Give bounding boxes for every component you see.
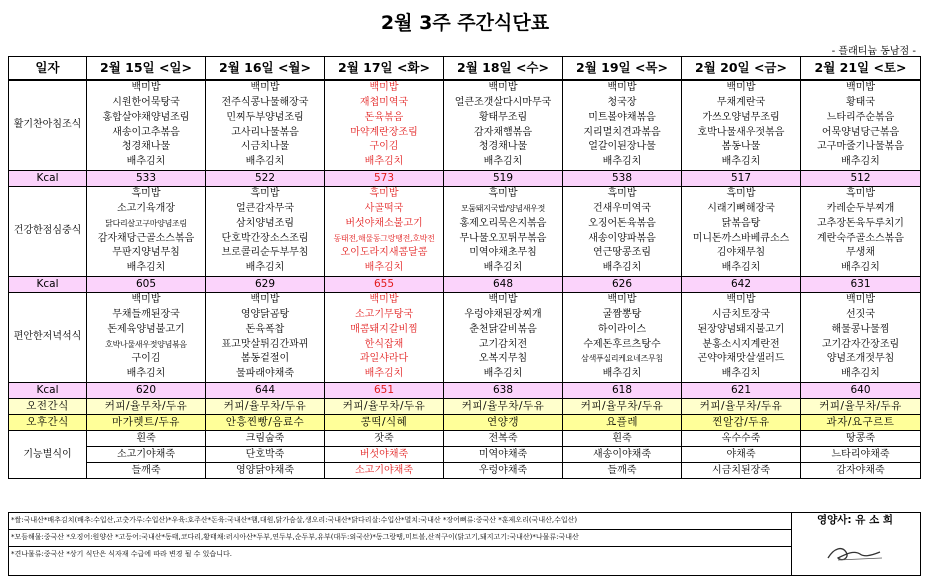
day-menu-cell	[325, 187, 444, 277]
menu-item: 삼치양념조림	[236, 217, 294, 229]
menu-item: 구이김	[369, 141, 399, 153]
menu-item: 흑미밥	[369, 188, 399, 200]
functional-diet-item: 들깨죽	[563, 463, 682, 479]
kcal-value: 648	[444, 277, 563, 293]
menu-item: 배추김치	[364, 262, 404, 274]
menu-item: 양념조개젓무침	[826, 353, 895, 365]
menu-item: 모둠돼지국밥/양념새우젓	[460, 203, 546, 213]
menu-item: 백미밥	[488, 82, 518, 94]
meal-label: 활기찬아침조식	[9, 80, 87, 171]
menu-item: 배추김치	[483, 368, 523, 380]
day-header: 2월 19일 <목>	[563, 57, 682, 81]
kcal-row	[9, 383, 921, 399]
day-menu-cell	[87, 293, 206, 383]
branch-name: - 플래티늄 동남점 -	[831, 46, 916, 57]
day-menu-cell	[444, 80, 563, 171]
kcal-value: 573	[325, 171, 444, 187]
day-menu-cell	[682, 293, 801, 383]
functional-diet-item: 옥수수죽	[682, 431, 801, 447]
menu-item: 고사리나물볶음	[231, 126, 299, 138]
snack-am-row	[9, 399, 921, 415]
menu-item: 시금치토장국	[712, 308, 770, 320]
menu-item: 배추김치	[364, 156, 404, 168]
kcal-value: 522	[206, 171, 325, 187]
menu-item: 배추김치	[602, 262, 642, 274]
menu-item: 백미밥	[607, 82, 637, 94]
snack-item: 커피/율무차/두유	[682, 399, 801, 415]
day-header: 2월 20일 <금>	[682, 57, 801, 81]
menu-item: 황태무조림	[478, 111, 528, 123]
menu-item: 새송이고추볶음	[112, 126, 180, 138]
day-menu-cell	[325, 80, 444, 171]
menu-item: 건새우미역국	[593, 202, 651, 214]
menu-item: 흑미밥	[846, 188, 875, 200]
menu-item: 해물콩나물찜	[831, 323, 890, 335]
kcal-value: 640	[801, 383, 921, 399]
meal-row	[9, 80, 921, 171]
menu-item: 배추김치	[721, 156, 761, 168]
functional-diet-item: 잣죽	[325, 431, 444, 447]
menu-item: 새송이양파볶음	[588, 232, 656, 244]
functional-diet-item: 느타리야채죽	[801, 447, 921, 463]
functional-diet-item: 야채죽	[682, 447, 801, 463]
menu-item: 배추김치	[721, 262, 761, 274]
snack-item: 요플레	[563, 415, 682, 431]
menu-item: 배추김치	[245, 156, 285, 168]
menu-item: 배추김치	[126, 262, 166, 274]
menu-item: 분홍소시지계란전	[702, 338, 780, 350]
menu-item: 얼큰조갯살다시마무국	[454, 96, 552, 108]
menu-item: 계란숙주골소스볶음	[817, 232, 904, 244]
kcal-value: 618	[563, 383, 682, 399]
menu-item: 백미밥	[488, 294, 518, 306]
menu-item: 무판지양념무침	[112, 247, 180, 259]
snack-item: 과자/요구르트	[801, 415, 921, 431]
menu-item: 백미밥	[369, 82, 399, 94]
functional-diet-item: 흰죽	[563, 431, 682, 447]
menu-item: 호박나물새우젓볶음	[697, 126, 785, 138]
day-header: 2월 17일 <화>	[325, 57, 444, 81]
menu-item: 단호박간장소스조림	[221, 232, 309, 244]
snack-item: 찐알감/두유	[682, 415, 801, 431]
nutritionist-name: 영양사: 유 소 희	[790, 512, 920, 528]
menu-item: 청경채나물	[478, 141, 528, 153]
menu-item: 배추김치	[483, 156, 523, 168]
functional-diet-item: 소고기야채죽	[325, 463, 444, 479]
kcal-label: Kcal	[9, 383, 87, 399]
day-header: 2월 16일 <월>	[206, 57, 325, 81]
menu-item: 고기감자간장조림	[821, 338, 900, 350]
menu-item: 닭볶음탕	[721, 217, 761, 229]
menu-item: 배추김치	[364, 368, 404, 380]
menu-item: 미트볼야채볶음	[588, 111, 656, 123]
day-menu-cell	[801, 187, 921, 277]
snack-pm-row	[9, 415, 921, 431]
date-header-row	[9, 57, 921, 81]
menu-item: 동태전,해물동그랑땡전,호박전	[333, 233, 435, 243]
snack-item: 안흥찐빵/음료수	[206, 415, 325, 431]
menu-item: 한식잡채	[364, 338, 404, 350]
menu-item: 미역야채초무침	[469, 247, 537, 259]
functional-diet-item: 버섯야채죽	[325, 447, 444, 463]
menu-item: 소고기육개장	[117, 202, 175, 214]
menu-item: 얼갈이된장나물	[588, 141, 656, 153]
menu-item: 느타리주순볶음	[826, 111, 895, 123]
menu-item: 흑미밥	[607, 188, 637, 200]
menu-item: 백미밥	[726, 294, 756, 306]
kcal-value: 517	[682, 171, 801, 187]
menu-item: 백미밥	[846, 294, 875, 306]
functional-diet-row	[9, 431, 921, 447]
menu-item: 고추장돈육두루치기	[817, 217, 904, 229]
kcal-value: 519	[444, 171, 563, 187]
day-menu-cell	[87, 187, 206, 277]
snack-label: 오전간식	[9, 399, 87, 415]
menu-item: 봄동나물	[721, 141, 761, 153]
functional-diet-item: 미역야채죽	[444, 447, 563, 463]
menu-item: 지리멸치견과볶음	[583, 126, 661, 138]
day-menu-cell	[682, 187, 801, 277]
menu-item: 전주식콩나물해장국	[221, 96, 309, 108]
snack-item: 커피/율무차/두유	[563, 399, 682, 415]
day-menu-cell	[206, 293, 325, 383]
functional-diet-item: 감자야채죽	[801, 463, 921, 479]
menu-item: 사골떡국	[364, 202, 404, 214]
menu-item: 백미밥	[846, 82, 875, 94]
kcal-value: 644	[206, 383, 325, 399]
menu-item: 백미밥	[250, 294, 280, 306]
menu-item: 청국장	[607, 96, 637, 108]
menu-item: 돈육볶음	[364, 111, 404, 123]
snack-item: 커피/율무차/두유	[87, 399, 206, 415]
menu-item: 연근땅콩조림	[593, 247, 651, 259]
menu-item: 물파래야채죽	[236, 368, 294, 380]
weekly-menu-table	[8, 56, 921, 479]
menu-item: 우렁야채된장찌개	[464, 308, 542, 320]
menu-item: 곤약야채맛살샐러드	[697, 353, 785, 365]
page-title: 2월 3주 주간식단표	[380, 12, 550, 34]
kcal-row	[9, 171, 921, 187]
snack-item: 커피/율무차/두유	[206, 399, 325, 415]
menu-item: 오징어돈육볶음	[588, 217, 656, 229]
functional-diet-item: 시금치된장죽	[682, 463, 801, 479]
menu-item: 재첩미역국	[359, 96, 409, 108]
meal-row	[9, 293, 921, 383]
kcal-row	[9, 277, 921, 293]
day-menu-cell	[682, 80, 801, 171]
menu-item: 배추김치	[602, 368, 642, 380]
menu-item: 배추김치	[126, 156, 166, 168]
menu-item: 무채계란국	[716, 96, 766, 108]
day-menu-cell	[444, 293, 563, 383]
menu-item: 백미밥	[369, 294, 399, 306]
menu-item: 배추김치	[245, 262, 285, 274]
menu-item: 어묵양념당근볶음	[821, 126, 900, 138]
menu-item: 호박나물새우젓양념볶음	[105, 339, 187, 349]
kcal-value: 631	[801, 277, 921, 293]
menu-item: 시원한어묵탕국	[112, 96, 180, 108]
menu-item: 춘천닭갈비볶음	[469, 323, 537, 335]
origin-note: *견나물류:중국산 *상기 식단은 식자재 수급에 따라 변경 될 수 있습니다.	[9, 546, 791, 563]
menu-item: 백미밥	[131, 82, 161, 94]
menu-item: 소고기무탕국	[355, 308, 413, 320]
menu-item: 미니돈까스바베큐소스	[692, 232, 790, 244]
functional-diet-item: 새송이야채죽	[563, 447, 682, 463]
menu-item: 흑미밥	[488, 188, 518, 200]
menu-item: 황태국	[846, 96, 875, 108]
functional-diet-item: 단호박죽	[206, 447, 325, 463]
day-menu-cell	[563, 293, 682, 383]
menu-item: 배추김치	[721, 368, 761, 380]
menu-item: 청경채나물	[121, 141, 171, 153]
day-header: 2월 21일 <토>	[801, 57, 921, 81]
snack-item: 커피/율무차/두유	[325, 399, 444, 415]
kcal-value: 638	[444, 383, 563, 399]
menu-item: 무채들깨된장국	[112, 308, 180, 320]
snack-item: 커피/율무차/두유	[444, 399, 563, 415]
day-header: 2월 18일 <수>	[444, 57, 563, 81]
menu-item: 배추김치	[841, 156, 880, 168]
kcal-value: 651	[325, 383, 444, 399]
day-menu-cell	[801, 293, 921, 383]
origin-note: *모듬해물:중국산 *오징어:원양산 *고등어:국내산*동태,코다리,황태채:러시아산*두부,연두부,순두부,유부(대두:외국산)*동그랑땡,미트볼,산적구이(닭고기,돼지고기:국내산)*나물류:국내산	[9, 529, 791, 546]
menu-item: 닭다리살고구마양념조림	[105, 218, 187, 228]
menu-item: 감자채햄볶음	[474, 126, 532, 138]
menu-item: 백미밥	[131, 294, 161, 306]
menu-item: 돈제육양념불고기	[107, 323, 185, 335]
meal-label: 편안한저녁석식	[9, 293, 87, 383]
menu-item: 삼색푸실리케요네즈무침	[581, 354, 663, 364]
kcal-label: Kcal	[9, 171, 87, 187]
kcal-value: 626	[563, 277, 682, 293]
snack-item: 콩떡/식혜	[325, 415, 444, 431]
functional-diet-item: 흰죽	[87, 431, 206, 447]
menu-item: 감자채당근골소스볶음	[97, 232, 195, 244]
menu-item: 민찌두부양념조림	[226, 111, 304, 123]
menu-item: 오이도라지새콤달콤	[340, 247, 428, 259]
menu-item: 오복지무침	[478, 353, 528, 365]
date-column-header: 일자	[9, 57, 87, 81]
menu-item: 매콤돼지갈비찜	[350, 323, 418, 335]
signature-icon	[790, 528, 920, 574]
functional-diet-row	[9, 447, 921, 463]
day-header: 2월 15일 <일>	[87, 57, 206, 81]
kcal-label: Kcal	[9, 277, 87, 293]
menu-item: 백미밥	[250, 82, 280, 94]
origin-notes	[8, 512, 792, 576]
menu-item: 배추김치	[841, 368, 880, 380]
menu-item: 흑미밥	[250, 188, 280, 200]
functional-diet-item: 영양닭야채죽	[206, 463, 325, 479]
menu-item: 무생채	[846, 247, 875, 259]
menu-item: 얼큰감자무국	[236, 202, 294, 214]
kcal-value: 620	[87, 383, 206, 399]
snack-item: 마가렛트/두유	[87, 415, 206, 431]
menu-item: 배추김치	[602, 156, 642, 168]
kcal-value: 629	[206, 277, 325, 293]
menu-item: 봄동겉절이	[240, 353, 290, 365]
functional-diet-item: 전복죽	[444, 431, 563, 447]
menu-item: 흑미밥	[131, 188, 161, 200]
menu-item: 하이라이스	[597, 323, 647, 335]
origin-note: *쌀:국내산*배추김치(배추:수입산,고춧가루:수입산)*우육:호주산*돈육:국내산*햄,대원,닭가슴살,생오리:국내산*닭다리살:수입산*멸치:국내산 *장어뼈류:중국산 *훈제오리(국내산,수입산)	[9, 512, 791, 529]
menu-item: 과일샤라다	[359, 353, 409, 365]
day-menu-cell	[87, 80, 206, 171]
kcal-value: 533	[87, 171, 206, 187]
menu-item: 된장양념돼지불고기	[697, 323, 785, 335]
kcal-value: 605	[87, 277, 206, 293]
menu-item: 흑미밥	[726, 188, 756, 200]
snack-item: 연양갱	[444, 415, 563, 431]
menu-item: 선짓국	[846, 308, 875, 320]
menu-item: 배추김치	[483, 262, 523, 274]
functional-diet-row	[9, 463, 921, 479]
menu-item: 표고맛살튀김간꽈뀌	[221, 338, 309, 350]
menu-item: 시래기뼈해장국	[707, 202, 775, 214]
day-menu-cell	[206, 80, 325, 171]
functional-diet-item: 크림숩죽	[206, 431, 325, 447]
menu-item: 수제돈후르츠탕수	[583, 338, 661, 350]
functional-diet-item: 땅콩죽	[801, 431, 921, 447]
menu-item: 고기감치전	[478, 338, 528, 350]
menu-item: 백미밥	[726, 82, 756, 94]
functional-diet-label: 기능별식이	[9, 431, 87, 479]
kcal-value: 621	[682, 383, 801, 399]
menu-item: 홍제오리묵은지볶음	[459, 217, 547, 229]
menu-item: 카레순두부찌개	[826, 202, 895, 214]
kcal-value: 655	[325, 277, 444, 293]
day-menu-cell	[563, 187, 682, 277]
menu-item: 굴짬뽕탕	[602, 308, 642, 320]
menu-item: 무나물오꼬튀무볶음	[459, 232, 547, 244]
snack-item: 커피/율무차/두유	[801, 399, 921, 415]
kcal-value: 642	[682, 277, 801, 293]
menu-item: 구이김	[131, 353, 161, 365]
functional-diet-item: 소고기야채죽	[87, 447, 206, 463]
kcal-value: 538	[563, 171, 682, 187]
day-menu-cell	[206, 187, 325, 277]
menu-item: 배추김치	[841, 262, 880, 274]
menu-item: 시금치나물	[240, 141, 290, 153]
functional-diet-item: 우렁야채죽	[444, 463, 563, 479]
menu-item: 브로콜리순두부무침	[221, 247, 309, 259]
menu-item: 가쓰오양념무조림	[702, 111, 780, 123]
functional-diet-item: 들깨죽	[87, 463, 206, 479]
day-menu-cell	[444, 187, 563, 277]
day-menu-cell	[563, 80, 682, 171]
menu-item: 마약계란장조림	[350, 126, 418, 138]
menu-item: 고구마줄기나물볶음	[817, 141, 904, 153]
menu-item: 홍합살야채양념조림	[102, 111, 190, 123]
day-menu-cell	[325, 293, 444, 383]
meal-label: 건강한점심중식	[9, 187, 87, 277]
menu-item: 백미밥	[607, 294, 637, 306]
day-menu-cell	[801, 80, 921, 171]
menu-item: 버섯야채소불고기	[345, 217, 423, 229]
menu-item: 영양닭곰탕	[240, 308, 290, 320]
menu-item: 돈육폭찹	[245, 323, 285, 335]
snack-label: 오후간식	[9, 415, 87, 431]
menu-item: 김야채무침	[716, 247, 766, 259]
signature-box	[790, 512, 921, 576]
menu-item: 배추김치	[126, 368, 166, 380]
meal-row	[9, 187, 921, 277]
kcal-value: 512	[801, 171, 921, 187]
